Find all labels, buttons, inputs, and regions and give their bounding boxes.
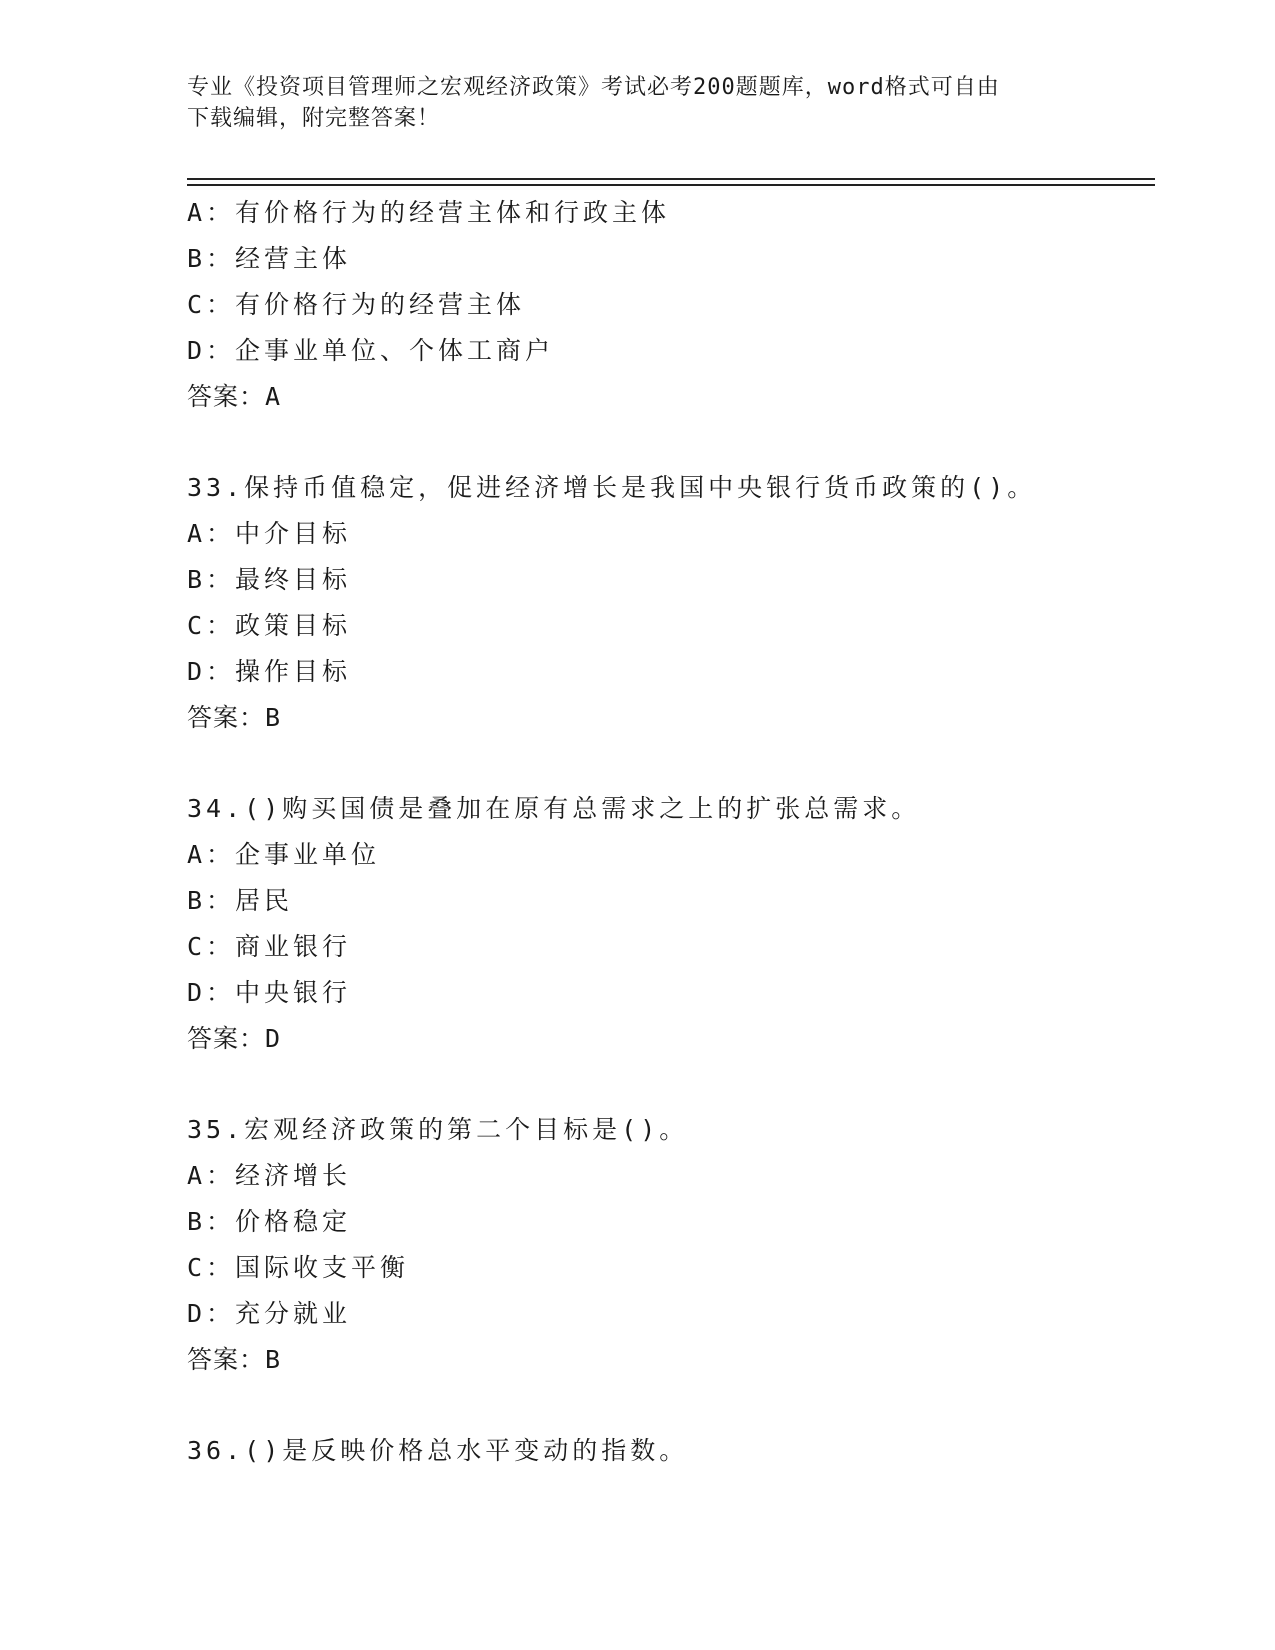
question-text: 33.保持币值稳定，促进经济增长是我国中央银行货币政策的()。 xyxy=(187,473,1037,502)
question-list xyxy=(187,190,1155,1474)
option-c: C：商业银行 xyxy=(187,932,352,961)
question-32-fragment xyxy=(187,190,1155,420)
header-rule-bottom xyxy=(187,184,1155,186)
option-a: A：经济增长 xyxy=(187,1161,352,1190)
question-34 xyxy=(187,786,1155,1062)
question-35 xyxy=(187,1107,1155,1383)
option-b: B：居民 xyxy=(187,886,294,915)
question-33 xyxy=(187,465,1155,741)
question-36 xyxy=(187,1428,1155,1474)
option-a: A：企事业单位 xyxy=(187,840,381,869)
answer-line: 答案：D xyxy=(187,1024,282,1053)
question-text: 35.宏观经济政策的第二个目标是()。 xyxy=(187,1115,689,1144)
option-a: A：中介目标 xyxy=(187,519,352,548)
question-text: 36.()是反映价格总水平变动的指数。 xyxy=(187,1436,689,1465)
option-c: C：有价格行为的经营主体 xyxy=(187,290,526,319)
answer-line: 答案：B xyxy=(187,703,282,732)
document-header xyxy=(187,72,1067,134)
header-line-1: 专业《投资项目管理师之宏观经济政策》考试必考200题题库，word格式可自由 xyxy=(187,75,1000,100)
option-b: B：价格稳定 xyxy=(187,1207,352,1236)
option-d: D：操作目标 xyxy=(187,657,352,686)
option-d: D：充分就业 xyxy=(187,1299,352,1328)
answer-line: 答案：B xyxy=(187,1345,282,1374)
header-rule-top xyxy=(187,178,1155,180)
question-text: 34.()购买国债是叠加在原有总需求之上的扩张总需求。 xyxy=(187,794,921,823)
answer-line: 答案：A xyxy=(187,382,282,411)
option-d: D：企事业单位、个体工商户 xyxy=(187,336,555,365)
option-c: C：政策目标 xyxy=(187,611,352,640)
option-c: C：国际收支平衡 xyxy=(187,1253,410,1282)
option-b: B：经营主体 xyxy=(187,244,352,273)
header-line-2: 下载编辑，附完整答案！ xyxy=(187,106,441,131)
option-a: A：有价格行为的经营主体和行政主体 xyxy=(187,198,671,227)
option-d: D：中央银行 xyxy=(187,978,352,1007)
option-b: B：最终目标 xyxy=(187,565,352,594)
